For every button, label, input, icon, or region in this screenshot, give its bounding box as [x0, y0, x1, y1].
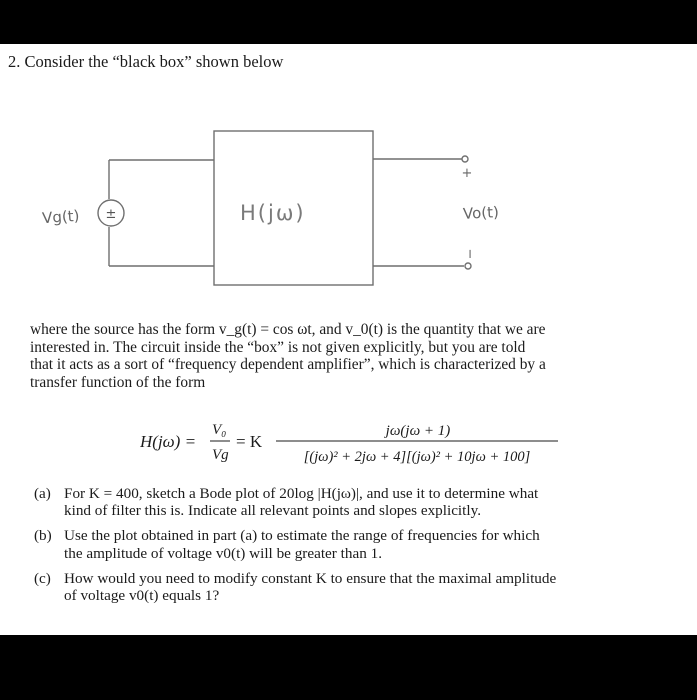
ratio-denominator: Vg [212, 447, 229, 463]
part-text-line: How would you need to modify constant K to ensure that the maximal amplitude [64, 569, 557, 587]
black-box-diagram [0, 44, 697, 324]
description-line: interested in. The circuit inside the “box” is not given explicitly, but you are told [30, 338, 526, 356]
description-line: that it acts as a sort of “frequency dependent amplifier”, which is characterized by a [30, 356, 546, 374]
part-text-line: kind of filter this is. Indicate all relevant points and slopes explicitly. [64, 502, 481, 520]
transfer-function-equation [140, 412, 580, 472]
output-plus-sign: + [461, 166, 473, 181]
part-label: (c) [34, 569, 51, 587]
output-minus-sign: − [462, 248, 477, 260]
ratio-numerator: V₀ [212, 422, 227, 438]
output-label: Vo(t) [462, 203, 500, 223]
fraction-denominator: [(jω)² + 2jω + 4][(jω)² + 10jω + 100] [303, 449, 531, 465]
part-label: (b) [34, 527, 52, 545]
output-terminal-top [462, 156, 468, 162]
question-part-a [34, 485, 674, 519]
part-text-line: the amplitude of voltage v0(t) will be greater than 1. [64, 544, 382, 562]
source-sign: ± [105, 207, 117, 222]
part-text-line: of voltage v0(t) equals 1? [64, 587, 220, 605]
part-text-line: Use the plot obtained in part (a) to estimate the range of frequencies for which [64, 527, 540, 545]
worksheet-page [0, 44, 697, 635]
part-text-line: For K = 400, sketch a Bode plot of 20log |H(jω)|, and use it to determine what [64, 485, 539, 502]
problem-description [30, 321, 670, 391]
source-label: Vg(t) [41, 206, 81, 228]
fraction-numerator: jω(jω + 1) [385, 423, 451, 439]
output-terminal-bottom [465, 263, 471, 269]
question-part-c [34, 570, 674, 604]
description-line: where the source has the form v_g(t) = cos ωt, and v_0(t) is the quantity that we are [30, 321, 546, 338]
equation-lhs: H(jω) = [140, 432, 197, 451]
equation-k: = K [236, 432, 263, 451]
question-part-b [34, 527, 674, 561]
question-parts [34, 485, 674, 612]
problem-heading: 2. Consider the “black box” shown below [8, 52, 284, 71]
part-label: (a) [34, 485, 51, 502]
description-line: transfer function of the form [30, 373, 206, 391]
transfer-function-label: H(jω) [240, 201, 306, 225]
